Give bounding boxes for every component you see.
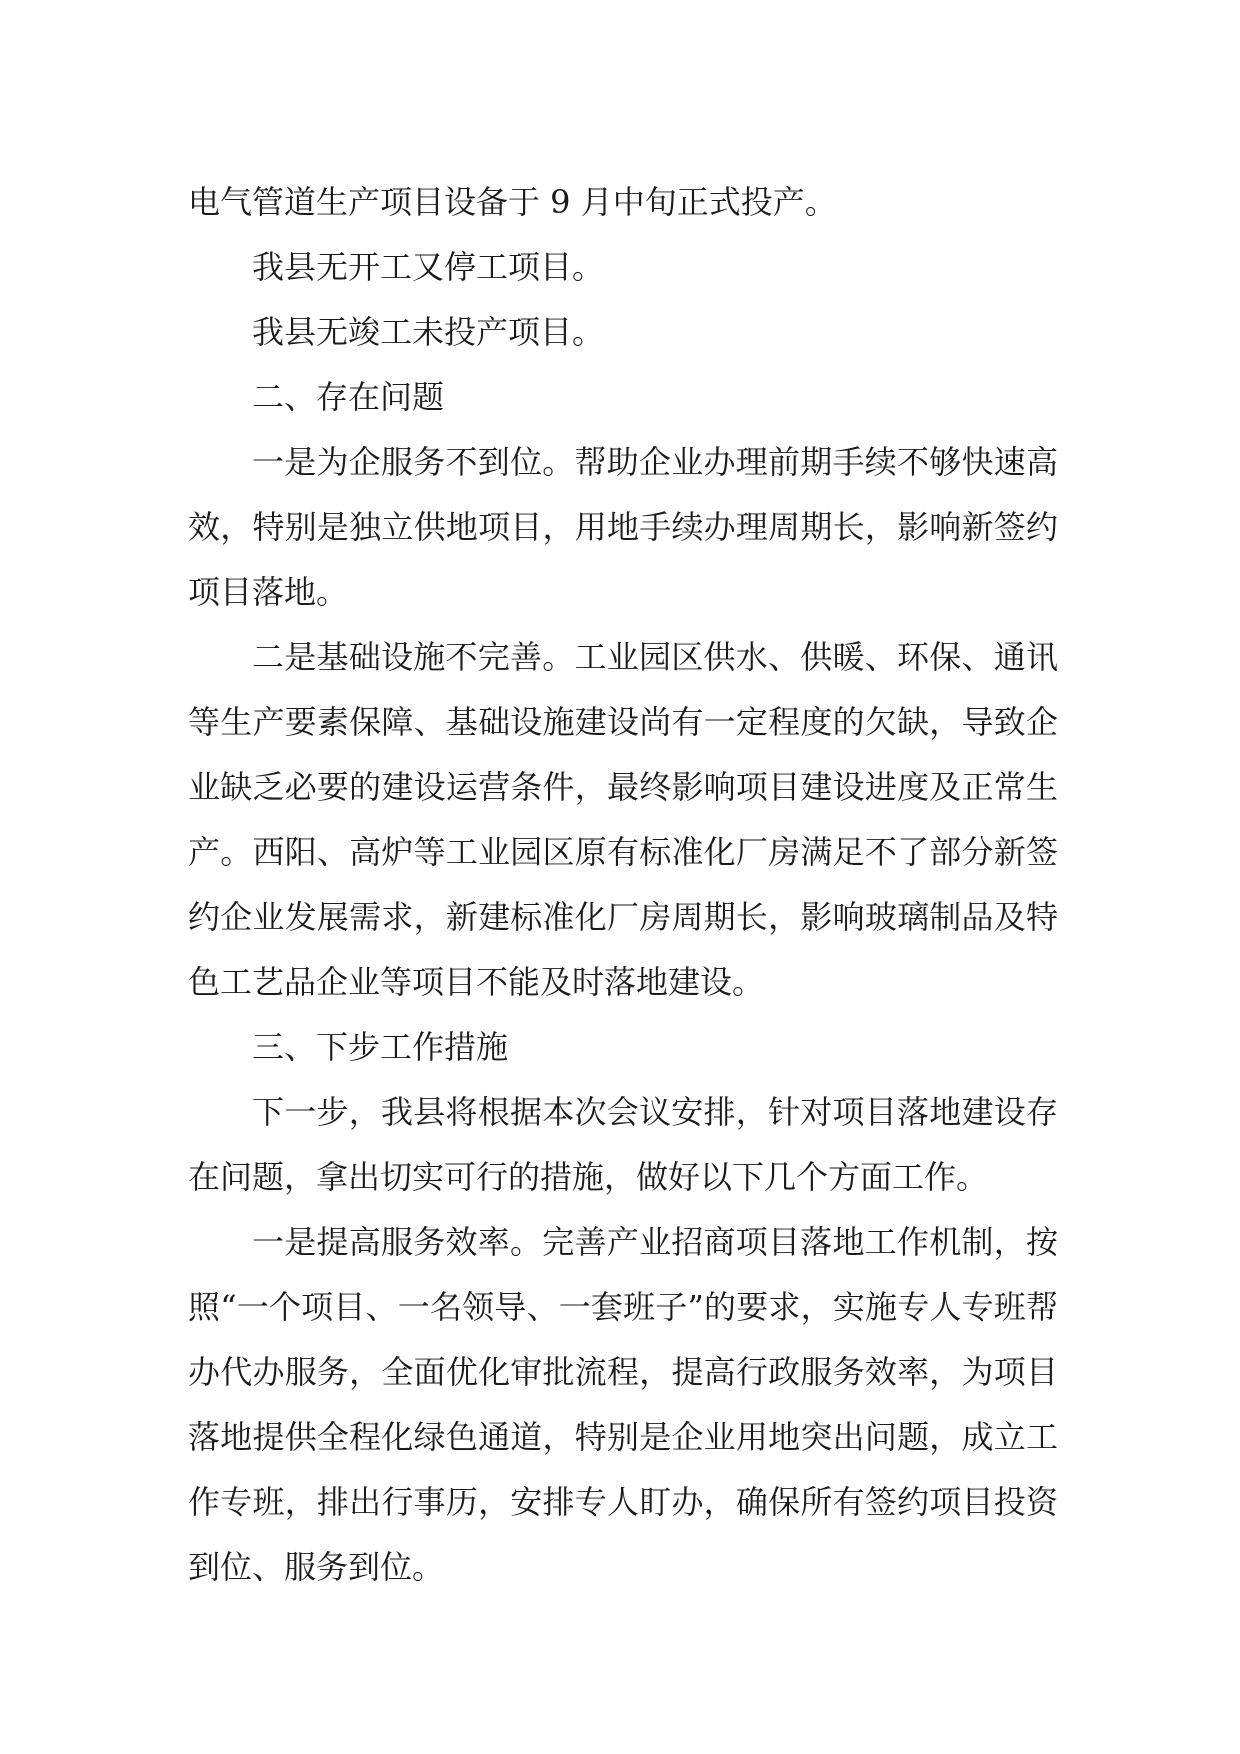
paragraph: 一是为企服务不到位。帮助企业办理前期手续不够快速高效，特别是独立供地项目，用地手续办理周期长，影响新签约项目落地。: [188, 443, 1058, 611]
section-heading: 三、下步工作措施: [252, 1028, 509, 1066]
paragraph: 我县无开工又停工项目。: [252, 248, 605, 286]
section-heading: 二、存在问题: [252, 378, 445, 416]
paragraph: 电气管道生产项目设备于 9 月中旬正式投产。: [188, 183, 837, 221]
document-body: [188, 170, 1058, 1600]
paragraph: 我县无竣工未投产项目。: [252, 313, 605, 351]
paragraph: 下一步，我县将根据本次会议安排，针对项目落地建设存在问题，拿出切实可行的措施，做好以下几个方面工作。: [188, 1093, 1058, 1196]
paragraph: 二是基础设施不完善。工业园区供水、供暖、环保、通讯等生产要素保障、基础设施建设尚有一定程度的欠缺，导致企业缺乏必要的建设运营条件，最终影响项目建设进度及正常生产。西阳、高炉等工业园区原有标准化厂房满足不了部分新签约企业发展需求，新建标准化厂房周期长，影响玻璃制品及特色工艺品企业等项目不能及时落地建设。: [188, 638, 1058, 1001]
paragraph: 一是提高服务效率。完善产业招商项目落地工作机制，按照“一个项目、一名领导、一套班子”的要求，实施专人专班帮办代办服务，全面优化审批流程，提高行政服务效率，为项目落地提供全程化绿色通道，特别是企业用地突出问题，成立工作专班，排出行事历，安排专人盯办，确保所有签约项目投资到位、服务到位。: [188, 1223, 1058, 1586]
